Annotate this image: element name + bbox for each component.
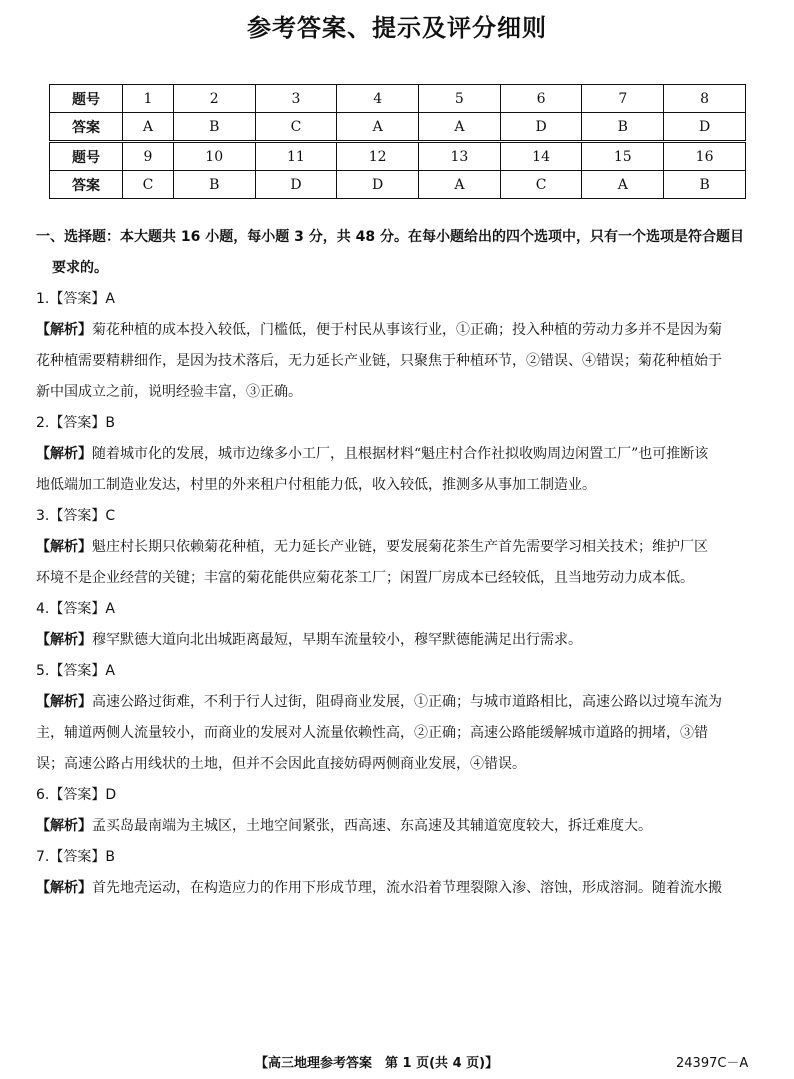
analysis-label: 【解析】	[36, 322, 92, 338]
table-cell: B	[582, 113, 664, 142]
analysis-text: 误；高速公路占用线状的土地，但并不会因此直接妨碍两侧商业发展，④错误。	[36, 756, 526, 772]
table-cell: 16	[664, 142, 746, 171]
table-cell: A	[419, 113, 501, 142]
table-cell: 3	[255, 85, 337, 113]
analysis-text: 地低端加工制造业发达，村里的外来租户付租能力低，收入较低，推测多从事加工制造业。	[36, 477, 596, 493]
analysis-line	[36, 873, 764, 904]
analysis-text: 新中国成立之前，说明经验丰富，③正确。	[36, 384, 302, 400]
analysis-label: 【解析】	[36, 818, 92, 834]
table-cell: B	[173, 171, 255, 199]
answer-line: 3.【答案】C	[36, 508, 116, 524]
table-cell: B	[173, 113, 255, 142]
analysis-line	[36, 563, 764, 594]
analysis-text: 魁庄村长期只依赖菊花种植，无力延长产业链，要发展菊花茶生产首先需要学习相关技术；维护厂区	[92, 539, 708, 555]
table-cell: 7	[582, 85, 664, 113]
table-cell: A	[582, 171, 664, 199]
analysis-line	[36, 625, 764, 656]
answer-items	[36, 284, 764, 904]
table-row	[50, 113, 746, 142]
answer-line: 4.【答案】A	[36, 601, 115, 617]
table-cell: 4	[337, 85, 419, 113]
footer-code: 24397C－A	[676, 1056, 749, 1071]
table-cell: 13	[419, 142, 501, 171]
table-cell: A	[419, 171, 501, 199]
analysis-line	[36, 749, 764, 780]
analysis-line	[36, 346, 764, 377]
table-cell: 9	[123, 142, 174, 171]
table-cell: B	[664, 171, 746, 199]
analysis-text: 孟买岛最南端为主城区，土地空间紧张，西高速、东高速及其辅道宽度较大，拆迁难度大。	[92, 818, 652, 834]
analysis-text: 穆罕默德大道向北出城距离最短，早期车流量较小，穆罕默德能满足出行需求。	[92, 632, 582, 648]
answer-line: 2.【答案】B	[36, 415, 115, 431]
table-cell: 11	[255, 142, 337, 171]
table-cell: 8	[664, 85, 746, 113]
table-row	[50, 142, 746, 171]
table-cell: 14	[500, 142, 582, 171]
section-line-1: 一、选择题：本大题共 16 小题，每小题 3 分，共 48 分。在每小题给出的四个选项中，只有一个选项是符合题目	[36, 229, 744, 245]
table-cell: 10	[173, 142, 255, 171]
table-cell: 15	[582, 142, 664, 171]
table-cell: D	[500, 113, 582, 142]
footer-page-info: 【高三地理参考答案 第 1 页(共 4 页)】	[255, 1056, 499, 1071]
analysis-line	[36, 718, 764, 749]
answer-content	[36, 222, 764, 904]
table-cell: 12	[337, 142, 419, 171]
table-cell: C	[123, 171, 174, 199]
analysis-line	[36, 532, 764, 563]
table-row	[50, 171, 746, 199]
table-cell: D	[255, 171, 337, 199]
table-cell: D	[664, 113, 746, 142]
answer-line: 6.【答案】D	[36, 787, 117, 803]
analysis-text: 随着城市化的发展，城市边缘多小工厂，且根据材料“魁庄村合作社拟收购周边闲置工厂”也可推断该	[92, 446, 709, 462]
analysis-text: 主，辅道两侧人流量较小，而商业的发展对人流量依赖性高，②正确；高速公路能缓解城市道路的拥堵，③错	[36, 725, 708, 741]
analysis-text: 花种植需要精耕细作，是因为技术落后，无力延长产业链，只聚焦于种植环节，②错误、④错误；菊花种植始于	[36, 353, 722, 369]
table-cell: A	[123, 113, 174, 142]
analysis-text: 环境不是企业经营的关键；丰富的菊花能供应菊花茶工厂；闲置厂房成本已经较低，且当地劳动力成本低。	[36, 570, 694, 586]
analysis-label: 【解析】	[36, 539, 92, 555]
table-cell: 1	[123, 85, 174, 113]
table-cell: 5	[419, 85, 501, 113]
table-row	[50, 85, 746, 113]
analysis-line	[36, 315, 764, 346]
answer-line: 7.【答案】B	[36, 849, 115, 865]
table-row-header: 题号	[50, 142, 123, 171]
analysis-line	[36, 377, 764, 408]
analysis-text: 高速公路过街难，不利于行人过街，阻碍商业发展，①正确；与城市道路相比，高速公路以过境车流为	[92, 694, 722, 710]
section-line-2: 要求的。	[52, 260, 108, 276]
answer-table	[49, 84, 746, 199]
analysis-label: 【解析】	[36, 880, 92, 896]
table-cell: C	[255, 113, 337, 142]
analysis-line	[36, 439, 764, 470]
table-cell: 2	[173, 85, 255, 113]
analysis-label: 【解析】	[36, 632, 92, 648]
analysis-line	[36, 687, 764, 718]
table-cell: 6	[500, 85, 582, 113]
analysis-text: 首先地壳运动，在构造应力的作用下形成节理，流水沿着节理裂隙入渗、溶蚀，形成溶洞。随着流水搬	[92, 880, 722, 896]
table-row-header: 答案	[50, 113, 123, 142]
table-cell: D	[337, 171, 419, 199]
answer-line: 1.【答案】A	[36, 291, 115, 307]
table-cell: A	[337, 113, 419, 142]
table-cell: C	[500, 171, 582, 199]
analysis-line	[36, 811, 764, 842]
analysis-line	[36, 470, 764, 501]
section-heading	[36, 222, 764, 284]
table-row-header: 题号	[50, 85, 123, 113]
table-row-header: 答案	[50, 171, 123, 199]
analysis-text: 菊花种植的成本投入较低，门槛低，便于村民从事该行业，①正确；投入种植的劳动力多并不是因为菊	[92, 322, 722, 338]
analysis-label: 【解析】	[36, 694, 92, 710]
page-title: 参考答案、提示及评分细则	[247, 14, 547, 42]
answer-line: 5.【答案】A	[36, 663, 115, 679]
analysis-label: 【解析】	[36, 446, 92, 462]
